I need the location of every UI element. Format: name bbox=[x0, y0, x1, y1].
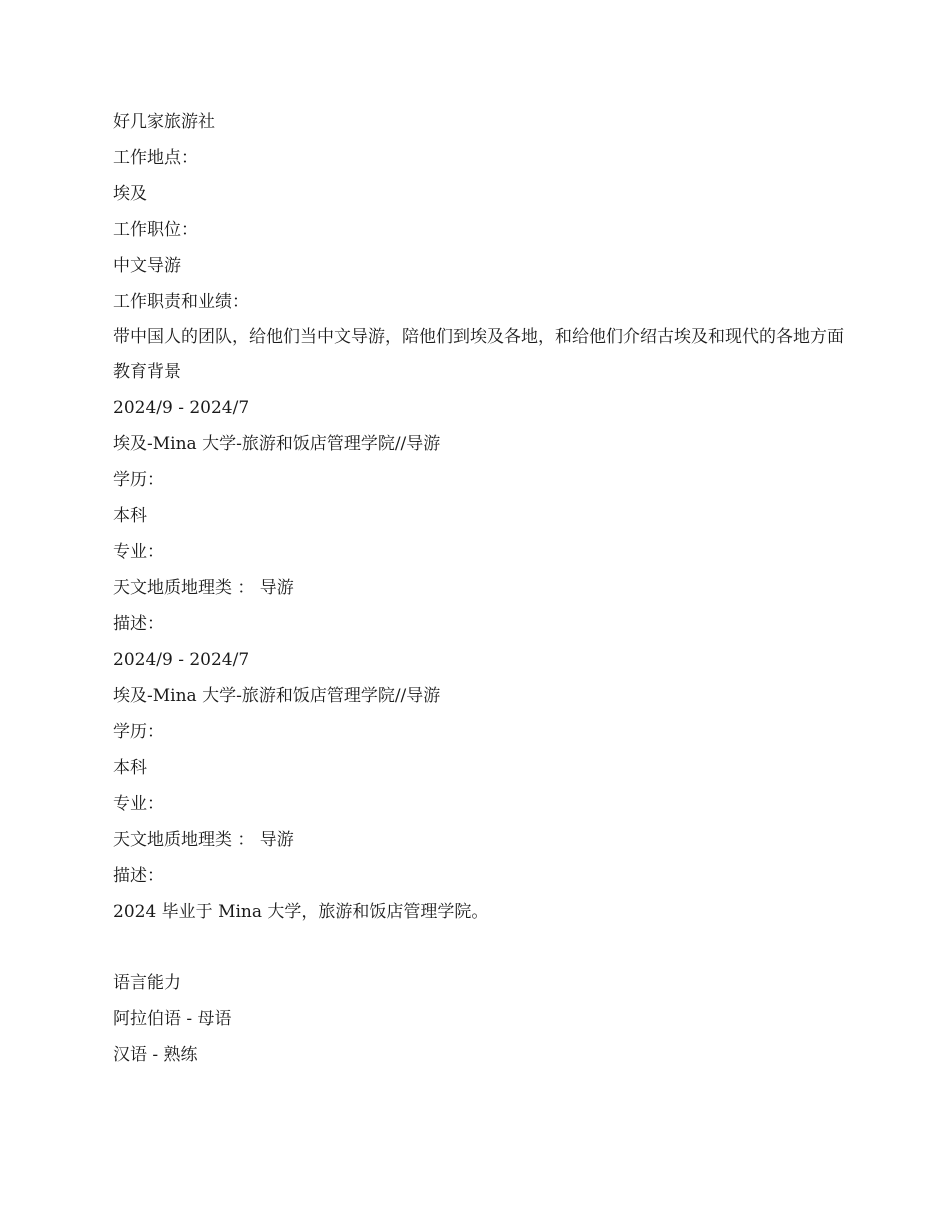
education-major: 天文地质地理类 ： 导游 bbox=[113, 830, 294, 850]
resume-document bbox=[113, 110, 853, 1079]
education-school: 埃及-Mina 大学-旅游和饭店管理学院//导游 bbox=[113, 434, 441, 454]
company-name: 好几家旅游社 bbox=[113, 112, 215, 132]
education-entry-1 bbox=[113, 396, 853, 636]
education-desc-label: 描述： bbox=[113, 866, 164, 886]
work-location-label: 工作地点： bbox=[113, 148, 198, 168]
section-spacer bbox=[113, 936, 853, 971]
education-major-label: 专业： bbox=[113, 794, 164, 814]
education-major-label: 专业： bbox=[113, 542, 164, 562]
education-desc-label: 描述： bbox=[113, 614, 164, 634]
education-period: 2024/9 - 2024/7 bbox=[113, 398, 250, 418]
work-position-label: 工作职位： bbox=[113, 220, 198, 240]
work-location: 埃及 bbox=[113, 184, 147, 204]
education-heading: 教育背景 bbox=[113, 362, 181, 382]
education-period: 2024/9 - 2024/7 bbox=[113, 650, 250, 670]
work-position: 中文导游 bbox=[113, 256, 181, 276]
education-degree: 本科 bbox=[113, 506, 147, 526]
languages-heading: 语言能力 bbox=[113, 973, 181, 993]
education-school: 埃及-Mina 大学-旅游和饭店管理学院//导游 bbox=[113, 686, 441, 706]
language-item: 汉语 - 熟练 bbox=[113, 1045, 198, 1065]
education-degree-label: 学历： bbox=[113, 722, 164, 742]
work-duties-label: 工作职责和业绩： bbox=[113, 292, 249, 312]
work-duties: 带中国人的团队，给他们当中文导游，陪他们到埃及各地，和给他们介绍古埃及和现代的各地方面 bbox=[113, 327, 844, 347]
education-entry-2 bbox=[113, 648, 853, 924]
education-degree-label: 学历： bbox=[113, 470, 164, 490]
education-major: 天文地质地理类 ： 导游 bbox=[113, 578, 294, 598]
education-degree: 本科 bbox=[113, 758, 147, 778]
language-item: 阿拉伯语 - 母语 bbox=[113, 1009, 232, 1029]
education-desc: 2024 毕业于 Mina 大学，旅游和饭店管理学院。 bbox=[113, 902, 489, 922]
